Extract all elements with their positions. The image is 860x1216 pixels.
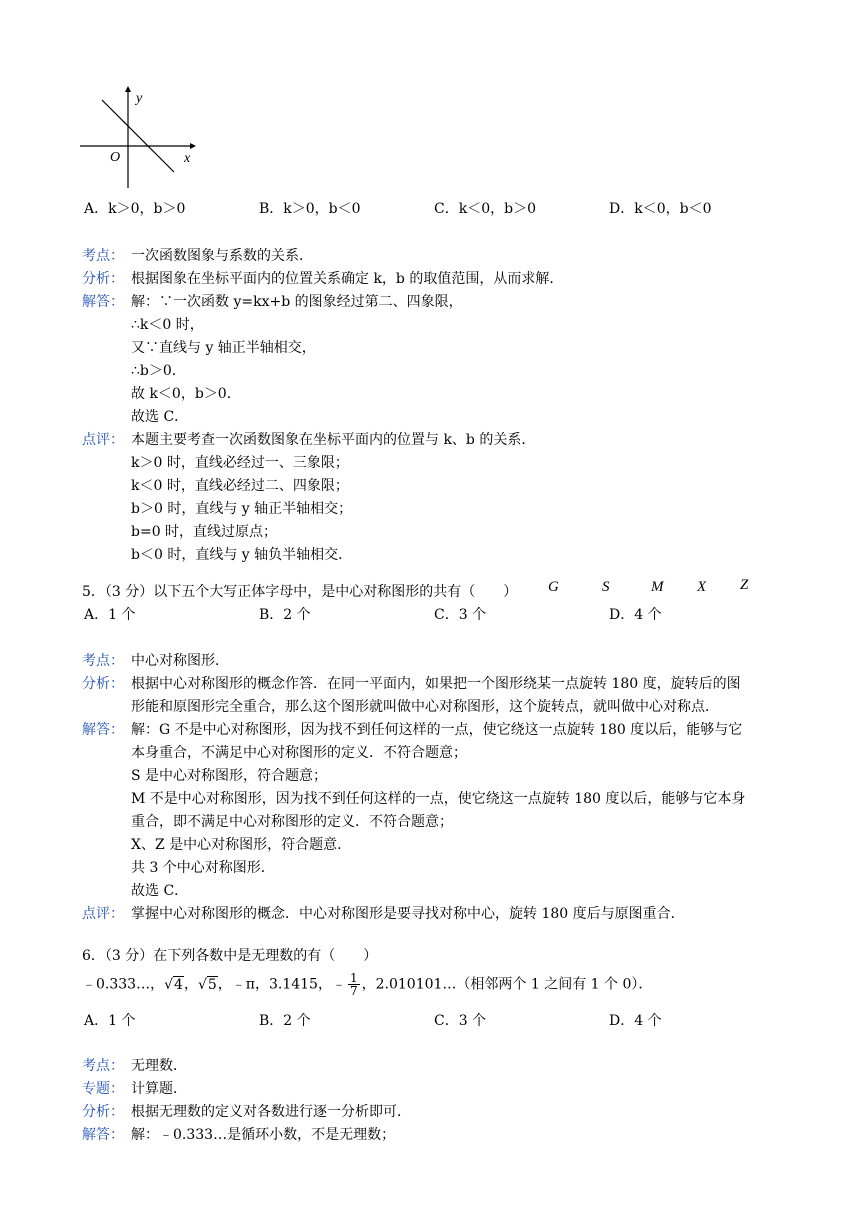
q4-dianping-line: k＜0 时，直线必经过二、四象限； bbox=[131, 478, 349, 494]
q4-dianping-label: 点评： bbox=[82, 432, 124, 448]
q5-jieda-line: 共 3 个中心对称图形． bbox=[131, 860, 275, 876]
q6-stem: 6．（3 分）在下列各数中是无理数的有（ ） bbox=[82, 948, 378, 964]
q5-option-b: B．2 个 bbox=[259, 607, 311, 623]
sqrt-5: √5 bbox=[197, 976, 217, 993]
q5-jieda-line: X、Z 是中心对称图形，符合题意． bbox=[131, 837, 352, 853]
q5-option-c: C．3 个 bbox=[434, 607, 487, 623]
q4-jieda-line: 解：∵一次函数 y=kx+b 的图象经过第二、四象限， bbox=[131, 294, 463, 310]
q5-jieda-label: 解答： bbox=[82, 722, 124, 738]
y-axis-arrow-icon bbox=[125, 86, 131, 92]
q4-fenxi-text: 根据图象在坐标平面内的位置关系确定 k，b 的取值范围，从而求解． bbox=[131, 271, 564, 287]
q5-kaodian-text: 中心对称图形． bbox=[131, 653, 229, 669]
q6-zhuanti-label: 专题： bbox=[82, 1081, 124, 1097]
q4-dianping-line: 本题主要考查一次函数图象在坐标平面内的位置与 k、b 的关系． bbox=[131, 432, 536, 448]
x-axis-label: x bbox=[184, 151, 191, 166]
q5-option-a: A．1 个 bbox=[84, 607, 136, 623]
y-axis-label: y bbox=[136, 91, 143, 106]
q4-kaodian-text: 一次函数图象与系数的关系． bbox=[131, 248, 313, 264]
q5-letter-s: S bbox=[602, 579, 610, 595]
q6-jieda-label: 解答： bbox=[82, 1127, 124, 1143]
q4-jieda-line: 故 k＜0，b＞0． bbox=[131, 386, 241, 402]
q6-number-list bbox=[82, 972, 652, 997]
q4-option-a: A．k＞0，b＞0 bbox=[84, 201, 186, 217]
x-axis-arrow-icon bbox=[190, 143, 196, 149]
q5-fenxi-line: 形能和原图形完全重合，那么这个图形就叫做中心对称图形，这个旋转点，就叫做中心对称点． bbox=[131, 699, 719, 715]
q6-fenxi-label: 分析： bbox=[82, 1104, 124, 1120]
q5-letter-x: X bbox=[697, 579, 707, 595]
q4-option-c: C．k＜0，b＞0 bbox=[434, 201, 536, 217]
origin-label: O bbox=[110, 150, 121, 165]
q6-frac-sign: ﹣ bbox=[331, 976, 346, 993]
q6-option-d: D．4 个 bbox=[609, 1013, 662, 1029]
q5-letter-m: M bbox=[651, 579, 664, 595]
q6-nums-c: ，2.010101…（相邻两个 1 之间有 1 个 0）． bbox=[361, 976, 653, 993]
q5-letter-g: G bbox=[548, 579, 559, 595]
q4-option-b: B．k＞0，b＜0 bbox=[259, 201, 361, 217]
q4-dianping-line: b=0 时，直线过原点； bbox=[131, 524, 278, 540]
q5-jieda-line: 重合，即不满足中心对称图形的定义．不符合题意； bbox=[131, 814, 453, 830]
q5-dianping-text: 掌握中心对称图形的概念．中心对称图形是要寻找对称中心，旋转 180 度后与原图重合． bbox=[131, 906, 685, 922]
q5-kaodian-label: 考点： bbox=[82, 653, 124, 669]
q5-fenxi-line: 根据中心对称图形的概念作答．在同一平面内，如果把一个图形绕某一点旋转 180 度，旋转后的图 bbox=[131, 676, 741, 692]
q5-stem: 5．（3 分）以下五个大写正体字母中，是中心对称图形的共有（ ） bbox=[82, 584, 518, 600]
q6-kaodian-label: 考点： bbox=[82, 1058, 124, 1074]
q4-jieda-line: 故选 C． bbox=[131, 409, 189, 425]
q4-dianping-line: b＞0 时，直线与 y 轴正半轴相交； bbox=[131, 501, 353, 517]
q4-fenxi-label: 分析： bbox=[82, 271, 124, 287]
q4-jieda-label: 解答： bbox=[82, 294, 124, 310]
q5-dianping-label: 点评： bbox=[82, 906, 124, 922]
q4-jieda-line: ∴b＞0． bbox=[131, 363, 186, 379]
sqrt-4: √4 bbox=[164, 976, 183, 993]
q5-jieda-line: 解：G 不是中心对称图形，因为找不到任何这样的一点，使它绕这一点旋转 180 度以后，能够与它 bbox=[131, 722, 743, 738]
fraction-one-seventh: $\frac{1}{7}$ bbox=[349, 971, 358, 998]
q4-dianping-line: k＞0 时，直线必经过一、三象限； bbox=[131, 455, 349, 471]
q4-kaodian-label: 考点： bbox=[82, 248, 124, 264]
q4-jieda-line: 又∵直线与 y 轴正半轴相交， bbox=[131, 340, 316, 356]
q6-nums-b: ，﹣π，3.1415， bbox=[217, 976, 332, 993]
q5-jieda-line: 故选 C． bbox=[131, 883, 189, 899]
q6-option-c: C．3 个 bbox=[434, 1013, 487, 1029]
linear-function-graph bbox=[78, 84, 198, 192]
q4-option-d: D．k＜0，b＜0 bbox=[609, 201, 712, 217]
q4-dianping-line: b＜0 时，直线与 y 轴负半轴相交． bbox=[131, 547, 353, 563]
q6-option-b: B．2 个 bbox=[259, 1013, 311, 1029]
q4-jieda-line: ∴k＜0 时， bbox=[131, 317, 204, 333]
q5-option-d: D．4 个 bbox=[609, 607, 662, 623]
q6-sep: ， bbox=[183, 976, 198, 993]
q6-zhuanti-text: 计算题． bbox=[131, 1081, 187, 1097]
q6-nums-a: ﹣0.333…， bbox=[82, 976, 165, 993]
q6-jieda-text: 解：﹣0.333…是循环小数，不是无理数； bbox=[131, 1127, 396, 1143]
q6-option-a: A．1 个 bbox=[84, 1013, 136, 1029]
q5-fenxi-label: 分析： bbox=[82, 676, 124, 692]
q6-kaodian-text: 无理数． bbox=[131, 1058, 187, 1074]
q5-jieda-line: M 不是中心对称图形，因为找不到任何这样的一点，使它绕这一点旋转 180 度以后，能够与它本身 bbox=[131, 791, 746, 807]
q5-jieda-line: S 是中心对称图形，符合题意； bbox=[131, 768, 328, 784]
q5-jieda-line: 本身重合，不满足中心对称图形的定义．不符合题意； bbox=[131, 745, 467, 761]
q5-letter-z: Z bbox=[740, 577, 749, 593]
q6-fenxi-text: 根据无理数的定义对各数进行逐一分析即可． bbox=[131, 1104, 411, 1120]
